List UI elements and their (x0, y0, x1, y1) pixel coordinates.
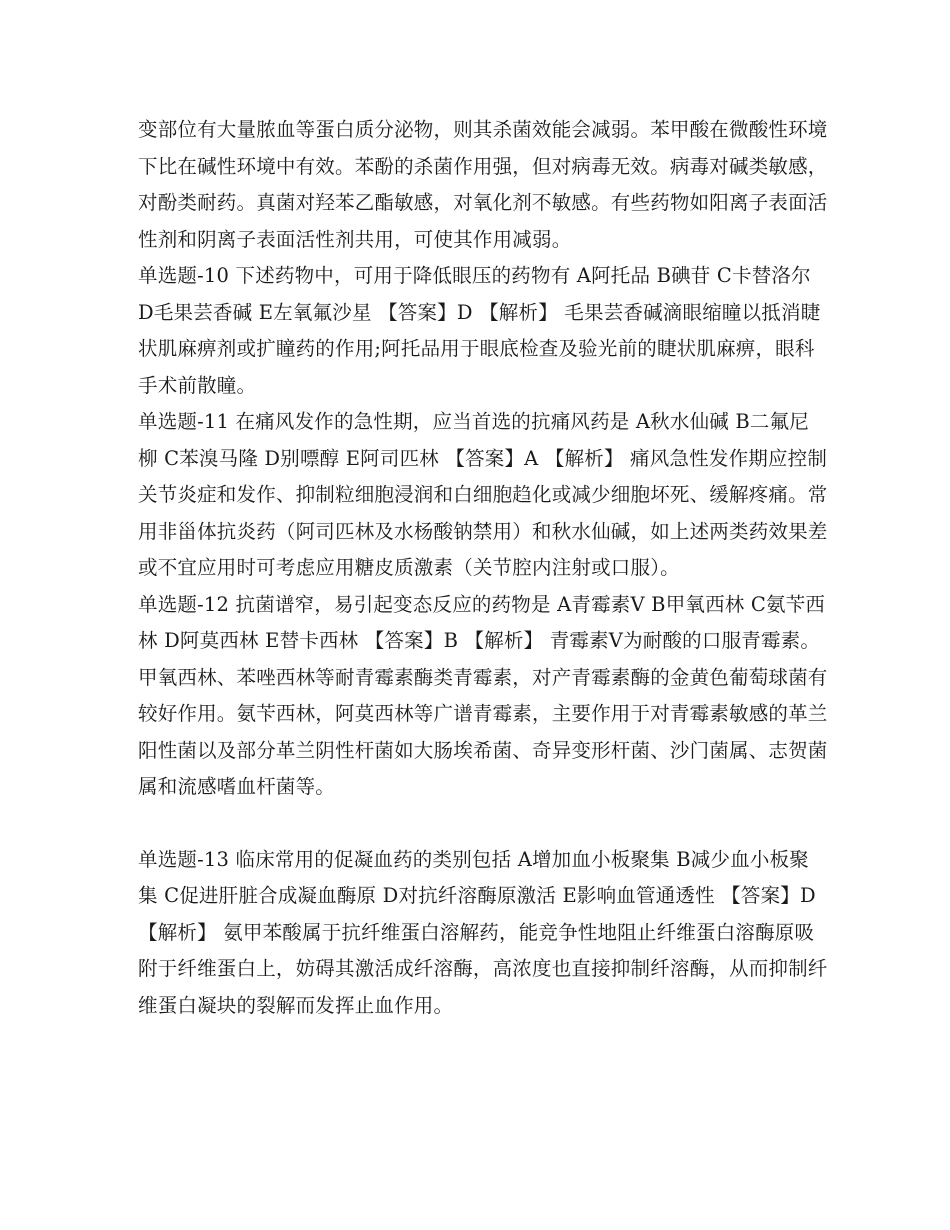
document-body (138, 112, 828, 1024)
question-11: 单选题-11 在痛风发作的急性期，应当首选的抗痛风药是 A秋水仙碱 B二氟尼柳 C苯溴马隆 D别嘌醇 E阿司匹林 【答案】A 【解析】 痛风急性发作期应控制关节炎症和发作、抑制粒细胞浸润和白细胞趋化或减少细胞坏死、缓解疼痛。常用非甾体抗炎药（阿司匹林及水杨酸钠禁用）和秋水仙碱，如上述两类药效果差或不宜应用时可考虑应用糖皮质激素（关节腔内注射或口服）。 (138, 410, 828, 579)
question-12: 单选题-12 抗菌谱窄，易引起变态反应的药物是 A青霉素V B甲氧西林 C氨苄西林 D阿莫西林 E替卡西林 【答案】B 【解析】 青霉素V为耐酸的口服青霉素。甲氧西林、苯唑西林等耐青霉素酶类青霉素，对产青霉素酶的金黄色葡萄球菌有较好作用。氨苄西林，阿莫西林等广谱青霉素，主要作用于对青霉素敏感的革兰阳性菌以及部分革兰阴性杆菌如大肠埃希菌、奇异变形杆菌、沙门菌属、志贺菌属和流感嗜血杆菌等。 (138, 592, 828, 798)
paragraph-continuation: 变部位有大量脓血等蛋白质分泌物，则其杀菌效能会减弱。苯甲酸在微酸性环境下比在碱性环境中有效。苯酚的杀菌作用强，但对病毒无效。病毒对碱类敏感，对酚类耐药。真菌对羟苯乙酯敏感，对氧化剂不敏感。有些药物如阳离子表面活性剂和阴离子表面活性剂共用，可使其作用减弱。 (138, 118, 828, 251)
question-13: 单选题-13 临床常用的促凝血药的类别包括 A增加血小板聚集 B减少血小板聚集 C促进肝脏合成凝血酶原 D对抗纤溶酶原激活 E影响血管通透性 【答案】D 【解析】 氨甲苯酸属于抗纤维蛋白溶解药，能竞争性地阻止纤维蛋白溶酶原吸附于纤维蛋白上，妨碍其激活成纤溶酶，高浓度也直接抑制纤溶酶，从而抑制纤维蛋白凝块的裂解而发挥止血作用。 (138, 847, 828, 1017)
paragraph-spacer (138, 806, 828, 842)
question-10: 单选题-10 下述药物中，可用于降低眼压的药物有 A阿托品 B碘苷 C卡替洛尔 D毛果芸香碱 E左氧氟沙星 【答案】D 【解析】 毛果芸香碱滴眼缩瞳以抵消睫状肌麻痹剂或扩瞳药的作用;阿托品用于眼底检查及验光前的睫状肌麻痹，眼科手术前散瞳。 (138, 264, 821, 397)
